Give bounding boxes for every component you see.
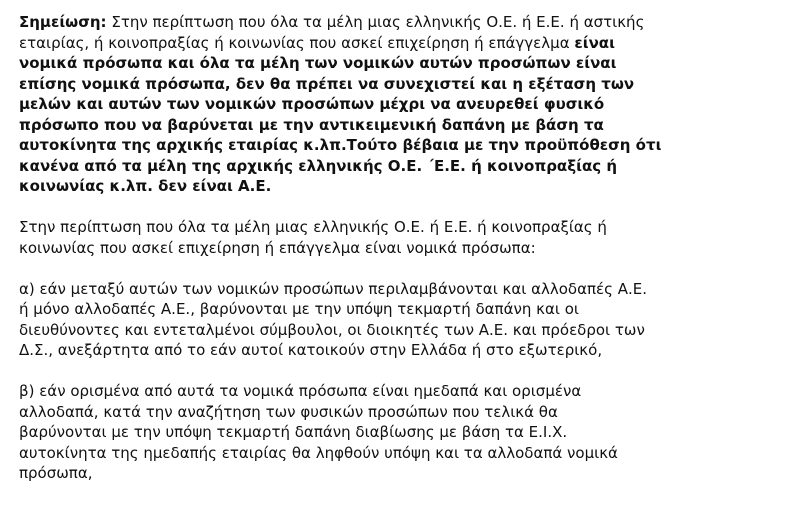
note-line-text: εταιρίας, ή κοινοπραξίας ή κοινωνίας που ασκεί επιχείρηση ή επάγγελμα [19,33,575,52]
note-line-text: Στην περίπτωση που όλα τα μέλη μιας ελληνικής Ο.Ε. ή Ε.Ε. ή αστικής [111,13,645,31]
document-body [19,12,781,504]
intro-line: κοινωνίας που ασκεί επιχείρηση ή επάγγελμα είναι νομικά πρόσωπα: [19,238,536,257]
case-b-line: βαρύνονται με την υπόψη τεκμαρτή δαπάνη διαβίωσης με βάση τα Ε.Ι.Χ. [19,423,568,441]
case-b-line: β) εάν ορισμένα από αυτά τα νομικά πρόσωπα είναι ημεδαπά και ορισμένα [19,382,582,400]
intro-line: Στην περίπτωση που όλα τα μέλη μιας ελληνικής Ο.Ε. ή Ε.Ε. ή κοινοπραξίας ή [19,218,607,236]
case-b-line: αλλοδαπά, κατά την αναζήτηση των φυσικών προσώπων που τελικά θα [19,402,558,421]
intro-paragraph [19,217,781,258]
note-line: πρόσωπο που να βαρύνεται με την αντικειμενική δαπάνη με βάση τα [19,115,604,134]
note-line-bold-text: είναι [574,33,615,52]
note-line: επίσης νομικά πρόσωπα, δεν θα πρέπει να συνεχιστεί και η εξέταση των [19,74,635,93]
case-b-line: πρόσωπα, [19,464,93,482]
note-line: νομικά πρόσωπα και όλα τα μέλη των νομικών αυτών προσώπων είναι [19,54,617,72]
note-line [19,33,781,54]
case-a-line: Δ.Σ., ανεξάρτητα από το εάν αυτοί κατοικούν στην Ελλάδα ή στο εξωτερικό, [19,341,603,359]
note-line [19,12,781,33]
case-a-paragraph [19,279,781,361]
note-line: μελών και αυτών των νομικών προσώπων μέχρι να ανευρεθεί φυσικό [19,95,605,113]
case-a-line: διευθύνοντες και εντεταλμένοι σύμβουλοι, οι διοικητές των Α.Ε. και πρόεδροι των [19,320,645,339]
note-line: κανένα από τα μέλη της αρχικής ελληνικής Ο.Ε. ΄Ε.Ε. ή κοινοπραξίας ή [19,156,618,175]
note-line: κοινωνίας κ.λπ. δεν είναι Α.Ε. [19,177,272,195]
note-label: Σημείωση: [19,13,107,31]
case-a-line: ή μόνο αλλοδαπές Α.Ε., βαρύνονται με την υπόψη τεκμαρτή δαπάνη και οι [19,300,579,318]
case-b-line: αυτοκίνητα της ημεδαπής εταιρίας θα ληφθούν υπόψη και τα αλλοδαπά νομικά [19,443,618,462]
note-line: αυτοκίνητα της αρχικής εταιρίας κ.λπ.Τούτο βέβαια με την προϋπόθεση ότι [19,136,662,154]
note-paragraph [19,12,781,197]
case-a-line: α) εάν μεταξύ αυτών των νομικών προσώπων περιλαμβάνονται και αλλοδαπές Α.Ε. [19,279,647,298]
case-b-paragraph [19,381,781,484]
